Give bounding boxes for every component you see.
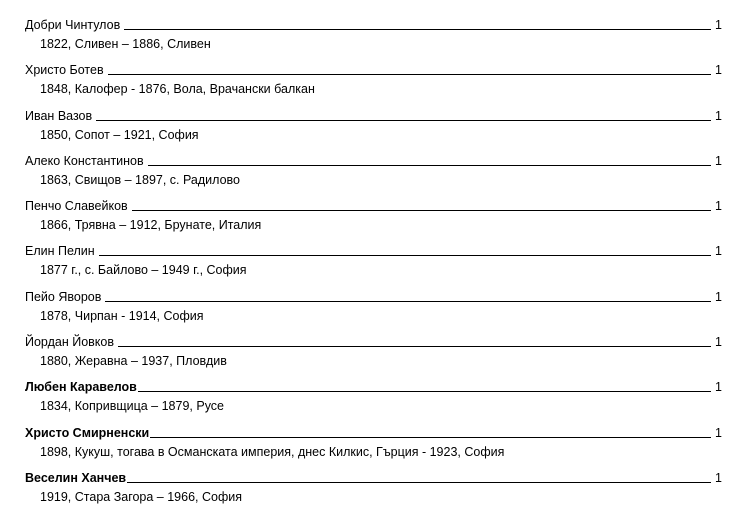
toc-entry-line[interactable] [25, 106, 722, 124]
toc-entry-line[interactable] [25, 423, 722, 441]
page-number: 1 [715, 380, 722, 395]
toc-entry-vazov [25, 106, 722, 151]
toc-entry-line[interactable] [25, 287, 722, 305]
toc-entry-line[interactable] [25, 377, 722, 395]
author-name[interactable]: Любен Каравелов [25, 380, 137, 395]
author-details: 1878, Чирпан - 1914, София [40, 308, 204, 323]
author-details: 1880, Жеравна – 1937, Пловдив [40, 354, 227, 369]
leader-line [150, 436, 711, 438]
author-name[interactable]: Елин Пелин [25, 244, 95, 259]
toc-entry-pelin [25, 241, 722, 286]
toc-entry-line[interactable] [25, 60, 722, 78]
author-name[interactable]: Христо Смирненски [25, 425, 150, 440]
author-details: 1898, Кукуш, тогава в Османската империя, днес Килкис, Гърция - 1923, София [40, 444, 505, 459]
toc-entry-slaveykov [25, 196, 722, 241]
author-details: 1834, Копривщица – 1879, Русе [40, 399, 225, 414]
author-name[interactable]: Добри Чинтулов [25, 18, 121, 32]
page-number: 1 [715, 153, 722, 168]
author-details: 1822, Сливен – 1886, Сливен [40, 37, 211, 51]
leader-line [148, 164, 711, 166]
leader-line [105, 300, 711, 302]
author-name[interactable]: Пейо Яворов [25, 289, 102, 304]
table-of-contents [25, 15, 722, 513]
page-number: 1 [715, 470, 722, 485]
toc-entry-line[interactable] [25, 151, 722, 169]
author-name[interactable]: Христо Ботев [25, 63, 104, 78]
author-name[interactable]: Алеко Константинов [25, 153, 144, 168]
toc-entry-chintulov [25, 15, 722, 60]
toc-entry-line[interactable] [25, 468, 722, 486]
leader-line [138, 390, 711, 392]
leader-line [99, 254, 711, 256]
author-details: 1863, Свищов – 1897, с. Радилово [40, 172, 240, 187]
author-details: 1850, Сопот – 1921, София [40, 127, 199, 142]
page-number: 1 [715, 244, 722, 259]
leader-line [132, 209, 711, 211]
page-number: 1 [715, 335, 722, 350]
author-details: 1866, Трявна – 1912, Брунате, Италия [40, 218, 262, 233]
author-name[interactable]: Иван Вазов [25, 108, 93, 123]
page-number: 1 [715, 289, 722, 304]
page-number: 1 [715, 199, 722, 214]
toc-entry-line[interactable] [25, 196, 722, 214]
toc-entry-line[interactable] [25, 332, 722, 350]
toc-entry-karavelov [25, 377, 722, 422]
author-name[interactable]: Пенчо Славейков [25, 199, 128, 214]
leader-line [108, 73, 711, 75]
author-name[interactable]: Веселин Ханчев [25, 470, 127, 485]
page-number: 1 [715, 63, 722, 78]
author-name[interactable]: Йордан Йовков [25, 335, 115, 350]
page-number: 1 [715, 18, 722, 32]
toc-entry-line[interactable] [25, 15, 722, 33]
leader-line [118, 345, 711, 347]
author-details: 1877 г., с. Байлово – 1949 г., София [40, 263, 247, 278]
author-details: 1848, Калофер - 1876, Вола, Врачански балкан [40, 82, 315, 97]
toc-entry-line[interactable] [25, 241, 722, 259]
page-number: 1 [715, 108, 722, 123]
toc-entry-hanchev [25, 468, 722, 513]
leader-line [124, 28, 711, 30]
toc-entry-yovkov [25, 332, 722, 377]
toc-entry-smirnenski [25, 423, 722, 468]
toc-entry-konstantinov [25, 151, 722, 196]
author-details: 1919, Стара Загора – 1966, София [40, 489, 243, 504]
toc-entry-yavorov [25, 287, 722, 332]
toc-entry-botev [25, 60, 722, 105]
leader-line [127, 481, 711, 483]
page-number: 1 [715, 425, 722, 440]
leader-line [96, 119, 711, 121]
